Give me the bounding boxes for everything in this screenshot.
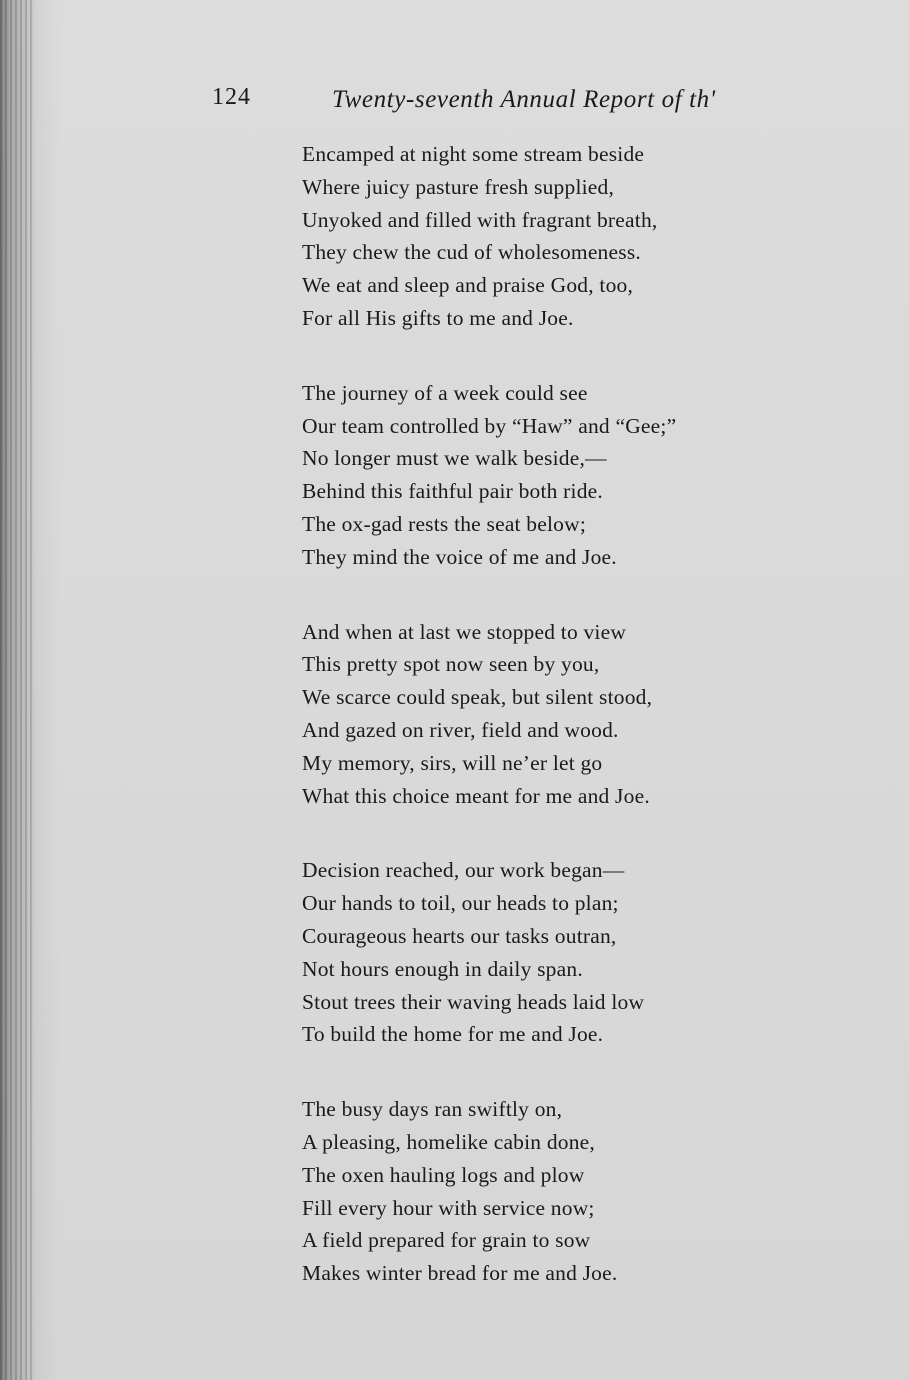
poem-line: Makes winter bread for me and Joe. (302, 1261, 618, 1286)
book-binding-edge (0, 0, 34, 1380)
stanza-1 (302, 138, 802, 335)
poem-line: The oxen hauling logs and plow (302, 1162, 585, 1187)
poem-line: Encamped at night some stream beside (302, 142, 645, 166)
poem-line: They mind the voice of me and Joe. (302, 544, 617, 569)
poem-line: Fill every hour with service now; (302, 1195, 595, 1220)
page-number: 124 (212, 84, 251, 110)
poem-line: Not hours enough in daily span. (302, 956, 583, 981)
poem-line: Where juicy pasture fresh supplied, (302, 174, 615, 199)
poem-line: Behind this faithful pair both ride. (302, 479, 603, 504)
poem-line: We scarce could speak, but silent stood, (302, 685, 653, 710)
poem-line: And gazed on river, field and wood. (302, 717, 619, 742)
poem-line: They chew the cud of wholesomeness. (302, 240, 641, 265)
poem-line: The journey of a week could see (302, 380, 588, 405)
poem-line: We eat and sleep and praise God, too, (302, 273, 634, 298)
poem-line: No longer must we walk beside,— (302, 446, 607, 471)
poem-line: Our hands to toil, our heads to plan; (302, 891, 619, 916)
stanza-5 (302, 1093, 802, 1290)
poem-line: And when at last we stopped to view (302, 619, 627, 644)
poem-line: A pleasing, homelike cabin done, (302, 1129, 595, 1154)
poem-line: Unyoked and filled with fragrant breath, (302, 207, 658, 232)
stanza-4 (302, 854, 802, 1051)
running-title: Twenty-seventh Annual Report of th' (332, 86, 716, 113)
poem (302, 138, 802, 1332)
poem-line: To build the home for me and Joe. (302, 1022, 604, 1047)
page-header (208, 84, 748, 124)
poem-line: The busy days ran swiftly on, (302, 1097, 563, 1122)
poem-line: Decision reached, our work began— (302, 858, 625, 883)
poem-line: A field prepared for grain to sow (302, 1228, 591, 1253)
poem-line: The ox-gad rests the seat below; (302, 511, 587, 536)
poem-line: This pretty spot now seen by you, (302, 652, 600, 677)
poem-line: For all His gifts to me and Joe. (302, 305, 574, 330)
stanza-2 (302, 377, 802, 574)
poem-line: Our team controlled by “Haw” and “Gee;” (302, 413, 677, 438)
poem-line: What this choice meant for me and Joe. (302, 783, 650, 808)
poem-line: My memory, sirs, will ne’er let go (302, 750, 603, 775)
poem-line: Courageous hearts our tasks outran, (302, 923, 617, 948)
stanza-3 (302, 616, 802, 813)
poem-line: Stout trees their waving heads laid low (302, 989, 645, 1014)
